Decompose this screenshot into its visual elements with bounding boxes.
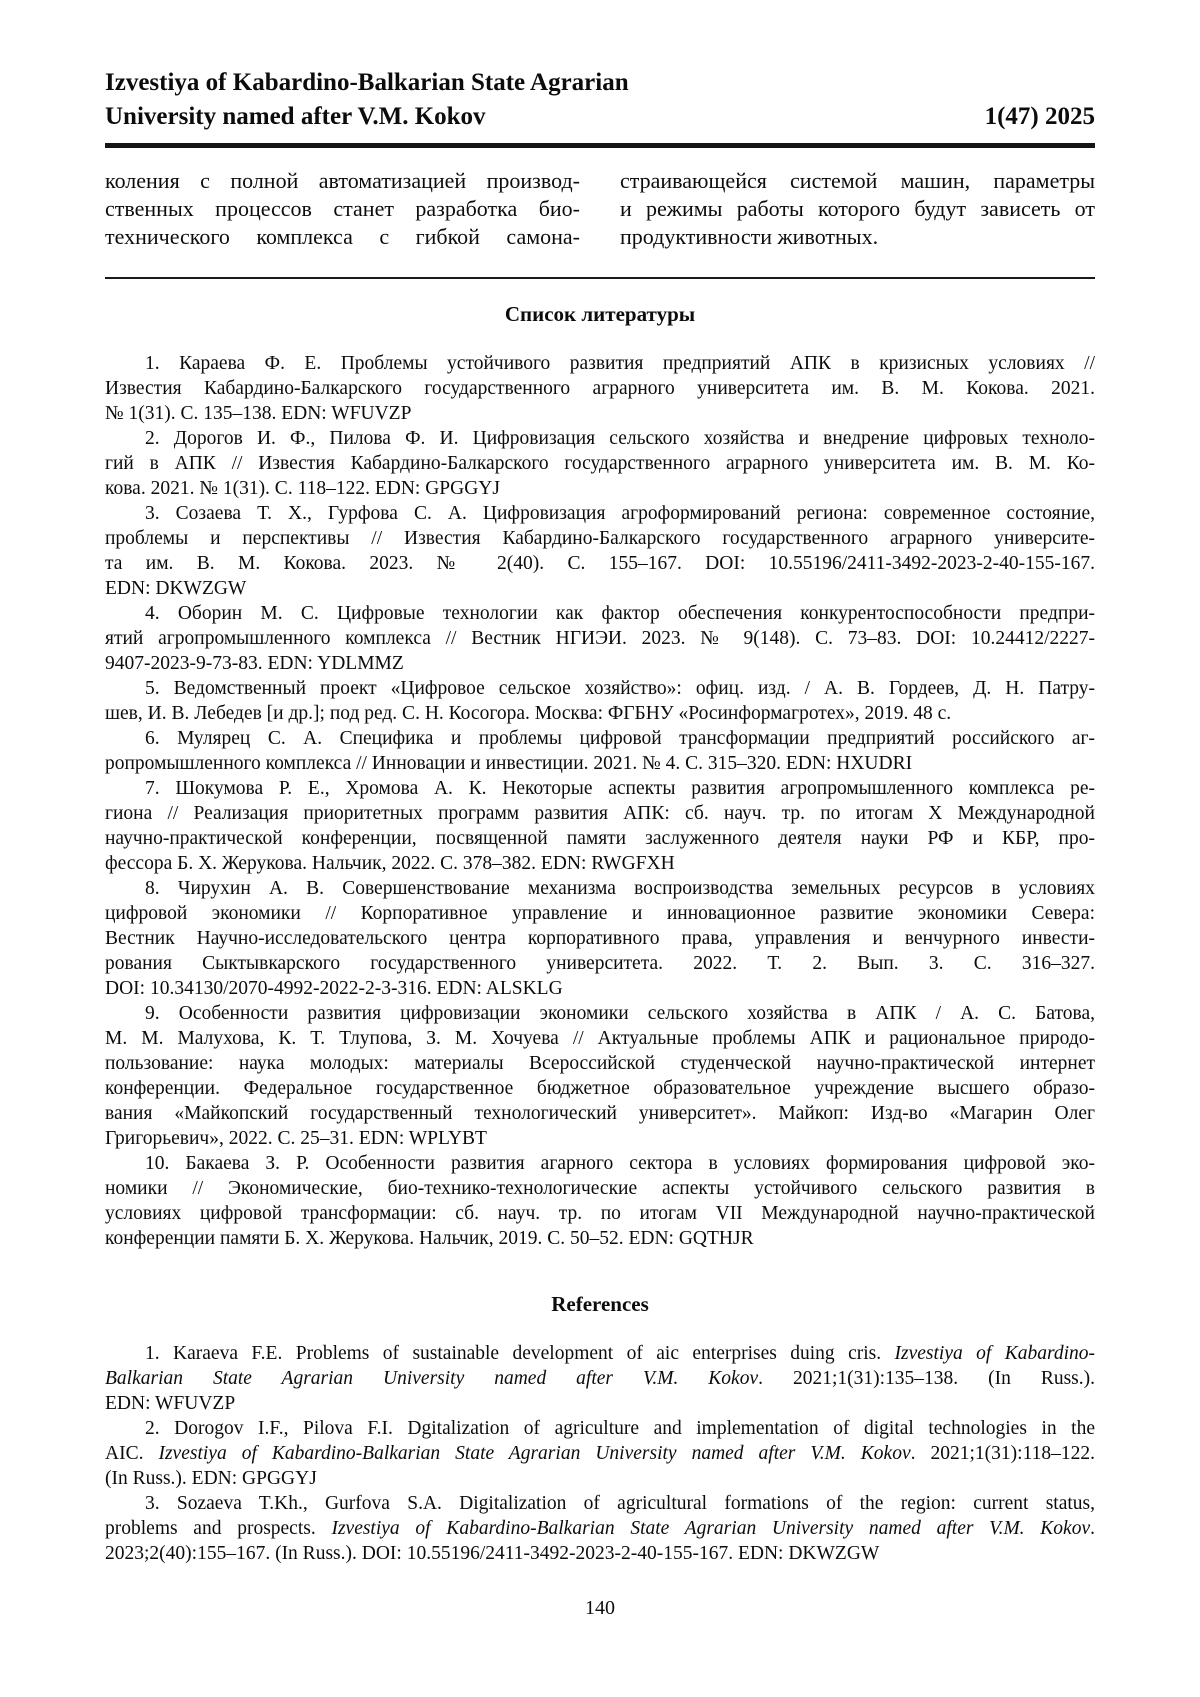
reference-item <box>105 1491 1095 1566</box>
journal-title-line2: University named after V.M. Kokov <box>105 103 486 130</box>
reference-item <box>105 1151 1095 1251</box>
text-line: продуктивности животных. <box>620 224 879 249</box>
text-line: 5. Ведомственный проект «Цифровое сельское хозяйство»: офиц. изд. / А. В. Гордеев, Д. Н. Патру- <box>145 678 1095 699</box>
text-line: 3. Sozaeva T.Kh., Gurfova S.A. Digitalization of agricultural formations of the region: current status, <box>145 1493 1095 1514</box>
issue-number: 1(47) 2025 <box>984 103 1095 130</box>
text-line: 10. Бакаева З. Р. Особенности развития агарного сектора в условиях формирования цифровой эко- <box>145 1153 1095 1174</box>
text-line: вания «Майкопский государственный технологический университет». Майкоп: Изд-во «Магарин Олег <box>105 1103 1095 1124</box>
text-line: 7. Шокумова Р. Е., Хромова А. К. Некоторые аспекты развития агропромышленного комплекса ре- <box>145 778 1095 799</box>
references-en-heading: References <box>551 1292 649 1316</box>
text-line: 3. Созаева Т. Х., Гурфова С. А. Цифровизация агроформирований региона: современное состояние, <box>145 503 1095 524</box>
text-line: EDN: WFUVZP <box>105 1393 236 1414</box>
text-line: пользование: наука молодых: материалы Всероссийской студенческой научно-практической интернет <box>105 1053 1095 1074</box>
text-line: 9407-2023-9-73-83. EDN: YDLMMZ <box>105 653 404 674</box>
references-ru-heading: Список литературы <box>504 302 696 326</box>
reference-item <box>105 1416 1095 1491</box>
text-line: (In Russ.). EDN: GPGGYJ <box>105 1468 317 1489</box>
journal-title <box>105 66 1095 134</box>
article-body-left-column <box>105 167 580 251</box>
text-line: 2. Dorogov I.F., Pilova F.I. Dgitalization of agriculture and implementation of digital technologies in the <box>145 1418 1095 1439</box>
references-en-list <box>105 1341 1095 1566</box>
reference-item <box>105 426 1095 501</box>
text-line: рования Сыктывкарского государственного университета. 2022. Т. 2. Вып. 3. С. 316–327. <box>105 953 1095 974</box>
reference-item <box>105 876 1095 1001</box>
text-line: ропромышленного комплекса // Инновации и инвестиции. 2021. № 4. С. 315–320. EDN: HXUDRI <box>105 753 913 774</box>
text-line: коления с полной автоматизацией производ- <box>105 168 580 193</box>
text-line: ятий агропромышленного комплекса // Вестник НГИЭИ. 2023. № 9(148). С. 73–83. DOI: 10.24412/2227- <box>105 628 1095 649</box>
text-line: AIC. Izvestiya of Kabardino-Balkarian State Agrarian University named after V.M. Kokov. 2021;1(31):118–122. <box>105 1443 1095 1464</box>
text-line: фессора Б. Х. Жерукова. Нальчик, 2022. С. 378–382. EDN: RWGFXH <box>105 853 675 874</box>
text-line: 4. Оборин М. С. Цифровые технологии как фактор обеспечения конкурентоспособности предпри- <box>145 603 1095 624</box>
article-body-right-column <box>620 167 1095 251</box>
text-line: проблемы и перспективы // Известия Кабардино-Балкарского государственного аграрного университе- <box>105 528 1095 549</box>
text-line: DOI: 10.34130/2070-4992-2022-2-3-316. EDN: ALSKLG <box>105 978 563 999</box>
text-line: условиях цифровой трансформации: сб. науч. тр. по итогам VII Международной научно-практической <box>105 1203 1095 1224</box>
reference-item <box>105 501 1095 601</box>
reference-item <box>105 1001 1095 1151</box>
text-line: № 1(31). С. 135–138. EDN: WFUVZP <box>105 403 412 424</box>
text-line: 6. Мулярец С. А. Специфика и проблемы цифровой трансформации предприятий российского аг- <box>145 728 1095 749</box>
text-line: EDN: DKWZGW <box>105 578 247 599</box>
journal-title-line1: Izvestiya of Kabardino-Balkarian State Agrarian <box>105 69 629 96</box>
text-line: Григорьевич», 2022. С. 25–31. EDN: WPLYBT <box>105 1128 487 1149</box>
text-line: 9. Особенности развития цифровизации экономики сельского хозяйства в АПК / А. С. Батова, <box>145 1003 1095 1024</box>
reference-item <box>105 351 1095 426</box>
text-line: 1. Karaeva F.E. Problems of sustainable development of aic enterprises duing cris. Izvestiya of Kabardino- <box>145 1343 1095 1364</box>
text-line: 2. Дорогов И. Ф., Пилова Ф. И. Цифровизация сельского хозяйства и внедрение цифровых техноло- <box>145 428 1095 449</box>
text-line: конференции. Федеральное государственное бюджетное образовательное учреждение высшего образо- <box>105 1078 1095 1099</box>
text-line: технического комплекса с гибкой самона- <box>105 224 580 249</box>
text-line: М. М. Малухова, К. Т. Тлупова, З. М. Хочуева // Актуальные проблемы АПК и рациональное природо- <box>105 1028 1095 1049</box>
reference-item <box>105 676 1095 726</box>
text-line: шев, И. В. Лебедев [и др.]; под ред. С. Н. Косогора. Москва: ФГБНУ «Росинформагротех», 2019. 48 с. <box>105 703 952 724</box>
references-ru-list <box>105 351 1095 1251</box>
page-footer <box>105 1596 1095 1621</box>
reference-item <box>105 726 1095 776</box>
page-number: 140 <box>585 1597 615 1619</box>
reference-item <box>105 776 1095 876</box>
text-line: научно-практической конференции, посвященной памяти заслуженного деятеля науки РФ и КБР, про- <box>105 828 1095 849</box>
text-line: 2023;2(40):155–167. (In Russ.). DOI: 10.55196/2411-3492-2023-2-40-155-167. EDN: DKWZGW <box>105 1543 880 1564</box>
text-line: ственных процессов станет разработка био- <box>105 196 580 221</box>
text-line: 8. Чирухин А. В. Совершенствование механизма воспроизводства земельных ресурсов в условиях <box>145 878 1095 899</box>
text-line: кова. 2021. № 1(31). С. 118–122. EDN: GPGGYJ <box>105 478 500 499</box>
text-line: 1. Караева Ф. Е. Проблемы устойчивого развития предприятий АПК в кризисных условиях // <box>145 353 1095 374</box>
text-line: гиона // Реализация приоритетных программ развития АПК: сб. науч. тр. по итогам X Международной <box>105 803 1095 824</box>
text-line: и режимы работы которого будут зависеть от <box>620 196 1095 221</box>
text-line: Известия Кабардино-Балкарского государственного аграрного университета им. В. М. Кокова. 2021. <box>105 378 1095 399</box>
section-divider <box>105 277 1095 279</box>
reference-item <box>105 1341 1095 1416</box>
header-rule <box>105 143 1095 148</box>
reference-item <box>105 601 1095 676</box>
text-line: цифровой экономики // Корпоративное управление и инновационное развитие экономики Севера: <box>105 903 1095 924</box>
page-header <box>105 66 1095 148</box>
text-line: гий в АПК // Известия Кабардино-Балкарского государственного аграрного университета им. В. М. Ко- <box>105 453 1095 474</box>
article-body <box>105 167 1095 251</box>
text-line: страивающейся системой машин, параметры <box>620 168 1095 193</box>
text-line: Вестник Научно-исследовательского центра корпоративного права, управления и венчурного инвести- <box>105 928 1095 949</box>
text-line: Balkarian State Agrarian University named after V.M. Kokov. 2021;1(31):135–138. (In Russ.). <box>105 1368 1095 1389</box>
text-line: номики // Экономические, био-технико-технологические аспекты устойчивого сельского развития в <box>105 1178 1095 1199</box>
text-line: problems and prospects. Izvestiya of Kabardino-Balkarian State Agrarian University named after V.M. Kokov. <box>105 1518 1095 1539</box>
text-line: та им. В. М. Кокова. 2023. № 2(40). С. 155–167. DOI: 10.55196/2411-3492-2023-2-40-155-167. <box>105 553 1095 574</box>
text-line: конференции памяти Б. Х. Жерукова. Нальчик, 2019. С. 50–52. EDN: GQTHJR <box>105 1228 754 1249</box>
